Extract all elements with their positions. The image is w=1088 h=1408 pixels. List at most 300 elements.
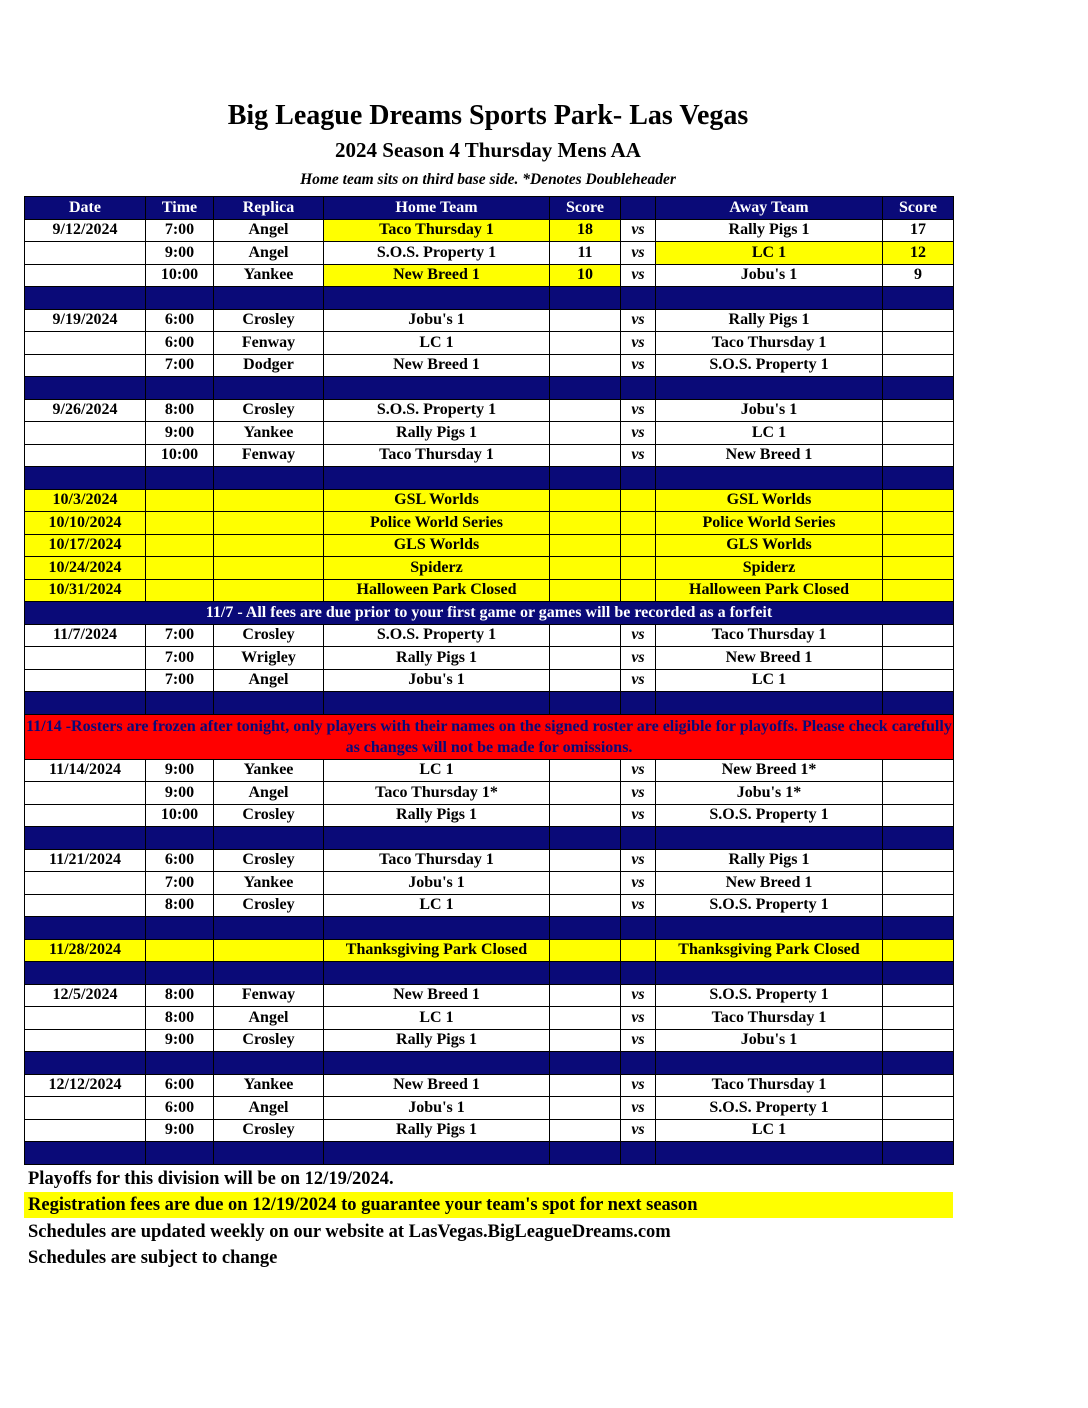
game-row — [25, 804, 954, 827]
home-score — [550, 354, 621, 377]
game-row — [25, 399, 954, 422]
game-date: 11/21/2024 — [25, 849, 146, 872]
empty-cell — [550, 512, 621, 535]
vs-label: vs — [621, 219, 656, 242]
vs-label: vs — [621, 422, 656, 445]
away-score — [883, 759, 954, 782]
schedule-table — [24, 196, 954, 1165]
away-team: Rally Pigs 1 — [656, 219, 883, 242]
vs-label: vs — [621, 1074, 656, 1097]
home-score — [550, 804, 621, 827]
closure-date: 10/3/2024 — [25, 489, 146, 512]
home-score — [550, 1007, 621, 1030]
separator-cell — [324, 827, 550, 850]
empty-cell — [146, 557, 214, 580]
home-team: Jobu's 1 — [324, 309, 550, 332]
separator-cell — [621, 692, 656, 715]
empty-cell — [146, 939, 214, 962]
vs-label: vs — [621, 624, 656, 647]
game-field: Fenway — [214, 444, 324, 467]
separator-row — [25, 1142, 954, 1165]
home-score — [550, 309, 621, 332]
game-date — [25, 1029, 146, 1052]
header-date: Date — [25, 197, 146, 220]
away-score: 12 — [883, 242, 954, 265]
header-replica: Replica — [214, 197, 324, 220]
vs-label: vs — [621, 759, 656, 782]
game-date: 9/26/2024 — [25, 399, 146, 422]
separator-cell — [146, 917, 214, 940]
closure-row — [25, 489, 954, 512]
separator-cell — [883, 962, 954, 985]
header-away-team: Away Team — [656, 197, 883, 220]
subject-note: Schedules are subject to change — [28, 1248, 278, 1268]
separator-cell — [656, 692, 883, 715]
away-team: S.O.S. Property 1 — [656, 804, 883, 827]
separator-cell — [550, 692, 621, 715]
vs-label: vs — [621, 647, 656, 670]
home-team: S.O.S. Property 1 — [324, 242, 550, 265]
away-team: Jobu's 1 — [656, 399, 883, 422]
empty-cell — [621, 579, 656, 602]
away-score — [883, 669, 954, 692]
away-score — [883, 804, 954, 827]
game-field: Angel — [214, 242, 324, 265]
separator-cell — [621, 962, 656, 985]
game-field: Crosley — [214, 309, 324, 332]
away-team: New Breed 1 — [656, 444, 883, 467]
empty-cell — [883, 534, 954, 557]
home-score — [550, 759, 621, 782]
empty-cell — [146, 512, 214, 535]
away-team: Rally Pigs 1 — [656, 849, 883, 872]
game-time: 9:00 — [146, 1119, 214, 1142]
game-row — [25, 264, 954, 287]
empty-cell — [883, 512, 954, 535]
away-team: Jobu's 1* — [656, 782, 883, 805]
closure-away-label: Thanksgiving Park Closed — [656, 939, 883, 962]
game-row — [25, 1074, 954, 1097]
game-field: Angel — [214, 669, 324, 692]
game-date — [25, 647, 146, 670]
separator-cell — [25, 287, 146, 310]
separator-cell — [214, 962, 324, 985]
separator-cell — [214, 827, 324, 850]
separator-cell — [883, 287, 954, 310]
separator-cell — [883, 1052, 954, 1075]
separator-cell — [146, 1052, 214, 1075]
home-score — [550, 422, 621, 445]
closure-away-label: Halloween Park Closed — [656, 579, 883, 602]
game-row — [25, 1029, 954, 1052]
away-score — [883, 894, 954, 917]
empty-cell — [550, 557, 621, 580]
home-team: Rally Pigs 1 — [324, 422, 550, 445]
closure-row — [25, 557, 954, 580]
header-home-team: Home Team — [324, 197, 550, 220]
separator-cell — [656, 917, 883, 940]
vs-label: vs — [621, 669, 656, 692]
separator-cell — [25, 377, 146, 400]
closure-away-label: GLS Worlds — [656, 534, 883, 557]
home-team: Rally Pigs 1 — [324, 647, 550, 670]
home-team: Taco Thursday 1* — [324, 782, 550, 805]
game-date — [25, 444, 146, 467]
game-row — [25, 1007, 954, 1030]
closure-away-label: Spiderz — [656, 557, 883, 580]
away-score — [883, 872, 954, 895]
header-vs — [621, 197, 656, 220]
game-time: 9:00 — [146, 422, 214, 445]
away-team: LC 1 — [656, 242, 883, 265]
closure-date: 10/10/2024 — [25, 512, 146, 535]
away-team: S.O.S. Property 1 — [656, 354, 883, 377]
game-row — [25, 669, 954, 692]
away-team: LC 1 — [656, 669, 883, 692]
away-score — [883, 1119, 954, 1142]
separator-cell — [550, 1052, 621, 1075]
home-score: 18 — [550, 219, 621, 242]
away-team: Rally Pigs 1 — [656, 309, 883, 332]
empty-cell — [214, 557, 324, 580]
away-score — [883, 422, 954, 445]
separator-cell — [883, 467, 954, 490]
vs-label: vs — [621, 1119, 656, 1142]
game-date — [25, 782, 146, 805]
home-score: 10 — [550, 264, 621, 287]
game-time: 9:00 — [146, 782, 214, 805]
home-score — [550, 1074, 621, 1097]
separator-cell — [324, 917, 550, 940]
game-time: 6:00 — [146, 1097, 214, 1120]
game-row — [25, 1119, 954, 1142]
game-time: 7:00 — [146, 624, 214, 647]
home-team: Taco Thursday 1 — [324, 849, 550, 872]
home-score — [550, 332, 621, 355]
vs-label: vs — [621, 872, 656, 895]
game-time: 8:00 — [146, 399, 214, 422]
home-team: Taco Thursday 1 — [324, 219, 550, 242]
separator-row — [25, 692, 954, 715]
game-date: 9/19/2024 — [25, 309, 146, 332]
separator-cell — [324, 1142, 550, 1165]
game-time: 9:00 — [146, 242, 214, 265]
vs-label: vs — [621, 782, 656, 805]
empty-cell — [621, 512, 656, 535]
game-time: 9:00 — [146, 1029, 214, 1052]
game-time: 6:00 — [146, 309, 214, 332]
game-row — [25, 1097, 954, 1120]
header-home-score: Score — [550, 197, 621, 220]
game-field: Crosley — [214, 894, 324, 917]
home-team: S.O.S. Property 1 — [324, 399, 550, 422]
away-team: S.O.S. Property 1 — [656, 984, 883, 1007]
separator-cell — [214, 287, 324, 310]
game-row — [25, 444, 954, 467]
separator-cell — [25, 467, 146, 490]
game-date — [25, 264, 146, 287]
empty-cell — [883, 579, 954, 602]
separator-cell — [25, 1142, 146, 1165]
separator-cell — [214, 377, 324, 400]
home-score — [550, 444, 621, 467]
separator-cell — [146, 377, 214, 400]
home-score — [550, 647, 621, 670]
empty-cell — [550, 579, 621, 602]
empty-cell — [214, 534, 324, 557]
game-time: 7:00 — [146, 354, 214, 377]
game-field: Angel — [214, 219, 324, 242]
header-away-score: Score — [883, 197, 954, 220]
vs-label: vs — [621, 804, 656, 827]
game-field: Wrigley — [214, 647, 324, 670]
closure-away-label: Police World Series — [656, 512, 883, 535]
closure-row — [25, 939, 954, 962]
home-score — [550, 872, 621, 895]
page-title: Big League Dreams Sports Park- Las Vegas — [227, 100, 749, 131]
game-row — [25, 242, 954, 265]
separator-cell — [656, 467, 883, 490]
website-note: Schedules are updated weekly on our website at LasVegas.BigLeagueDreams.com — [28, 1222, 671, 1242]
empty-cell — [621, 939, 656, 962]
game-date — [25, 872, 146, 895]
empty-cell — [883, 557, 954, 580]
separator-cell — [214, 467, 324, 490]
separator-cell — [550, 1142, 621, 1165]
empty-cell — [146, 534, 214, 557]
home-team: New Breed 1 — [324, 1074, 550, 1097]
game-time: 6:00 — [146, 849, 214, 872]
separator-cell — [146, 1142, 214, 1165]
closure-row — [25, 579, 954, 602]
away-score — [883, 1097, 954, 1120]
separator-cell — [324, 467, 550, 490]
game-field: Crosley — [214, 804, 324, 827]
fees-notice: 11/7 - All fees are due prior to your first game or games will be recorded as a forfeit — [25, 602, 954, 625]
game-row — [25, 984, 954, 1007]
separator-cell — [324, 1052, 550, 1075]
page-subtitle: 2024 Season 4 Thursday Mens AA — [335, 138, 641, 162]
away-team: New Breed 1 — [656, 872, 883, 895]
separator-cell — [25, 962, 146, 985]
closure-date: 10/31/2024 — [25, 579, 146, 602]
vs-label: vs — [621, 332, 656, 355]
closure-row — [25, 512, 954, 535]
empty-cell — [621, 534, 656, 557]
vs-label: vs — [621, 264, 656, 287]
separator-cell — [550, 377, 621, 400]
separator-row — [25, 827, 954, 850]
game-field: Crosley — [214, 399, 324, 422]
separator-cell — [883, 827, 954, 850]
away-score — [883, 332, 954, 355]
away-team: New Breed 1 — [656, 647, 883, 670]
separator-cell — [621, 377, 656, 400]
game-field: Fenway — [214, 332, 324, 355]
away-team: New Breed 1* — [656, 759, 883, 782]
separator-cell — [621, 1052, 656, 1075]
separator-cell — [214, 917, 324, 940]
home-score — [550, 624, 621, 647]
game-field: Yankee — [214, 1074, 324, 1097]
game-row — [25, 309, 954, 332]
home-team: New Breed 1 — [324, 354, 550, 377]
away-score — [883, 647, 954, 670]
game-date — [25, 1007, 146, 1030]
separator-cell — [550, 287, 621, 310]
game-date — [25, 332, 146, 355]
separator-cell — [146, 467, 214, 490]
game-row — [25, 332, 954, 355]
playoffs-note: Playoffs for this division will be on 12/19/2024. — [28, 1169, 394, 1189]
empty-cell — [214, 579, 324, 602]
away-score — [883, 444, 954, 467]
separator-cell — [550, 962, 621, 985]
empty-cell — [621, 557, 656, 580]
home-score — [550, 894, 621, 917]
home-score — [550, 984, 621, 1007]
empty-cell — [146, 489, 214, 512]
away-team: Jobu's 1 — [656, 264, 883, 287]
game-time: 7:00 — [146, 872, 214, 895]
game-time: 7:00 — [146, 219, 214, 242]
closure-date: 10/17/2024 — [25, 534, 146, 557]
game-time: 9:00 — [146, 759, 214, 782]
game-field: Angel — [214, 1097, 324, 1120]
closure-date: 11/28/2024 — [25, 939, 146, 962]
home-team: New Breed 1 — [324, 984, 550, 1007]
game-row — [25, 354, 954, 377]
away-team: Taco Thursday 1 — [656, 1007, 883, 1030]
vs-label: vs — [621, 354, 656, 377]
game-row — [25, 219, 954, 242]
away-team: LC 1 — [656, 1119, 883, 1142]
game-time: 6:00 — [146, 332, 214, 355]
vs-label: vs — [621, 894, 656, 917]
away-team: Taco Thursday 1 — [656, 624, 883, 647]
closure-date: 10/24/2024 — [25, 557, 146, 580]
game-field: Yankee — [214, 872, 324, 895]
game-field: Crosley — [214, 1029, 324, 1052]
separator-cell — [883, 692, 954, 715]
game-field: Crosley — [214, 624, 324, 647]
roster-notice: 11/14 -Rosters are frozen after tonight, only players with their names on the signed roster are eligible for playoffs. Please check carefully as changes will not be made for omissions. — [25, 714, 954, 759]
vs-label: vs — [621, 399, 656, 422]
separator-cell — [214, 1052, 324, 1075]
header-row — [25, 197, 954, 220]
game-time: 7:00 — [146, 647, 214, 670]
header-time: Time — [146, 197, 214, 220]
separator-cell — [883, 917, 954, 940]
separator-row — [25, 377, 954, 400]
game-date — [25, 354, 146, 377]
separator-cell — [656, 377, 883, 400]
home-team: LC 1 — [324, 894, 550, 917]
away-team: LC 1 — [656, 422, 883, 445]
closure-away-label: GSL Worlds — [656, 489, 883, 512]
away-score — [883, 399, 954, 422]
empty-cell — [883, 939, 954, 962]
home-score — [550, 849, 621, 872]
home-team: Rally Pigs 1 — [324, 804, 550, 827]
closure-home-label: GLS Worlds — [324, 534, 550, 557]
separator-cell — [324, 962, 550, 985]
closure-home-label: Halloween Park Closed — [324, 579, 550, 602]
separator-cell — [656, 962, 883, 985]
home-team: Jobu's 1 — [324, 872, 550, 895]
away-team: Jobu's 1 — [656, 1029, 883, 1052]
game-field: Yankee — [214, 422, 324, 445]
game-row — [25, 849, 954, 872]
away-team: S.O.S. Property 1 — [656, 1097, 883, 1120]
game-field: Fenway — [214, 984, 324, 1007]
game-row — [25, 894, 954, 917]
separator-cell — [656, 1142, 883, 1165]
empty-cell — [214, 939, 324, 962]
separator-cell — [883, 1142, 954, 1165]
empty-cell — [146, 579, 214, 602]
home-team: LC 1 — [324, 759, 550, 782]
away-score — [883, 984, 954, 1007]
separator-row — [25, 917, 954, 940]
registration-note: Registration fees are due on 12/19/2024 to guarantee your team's spot for next season — [24, 1192, 953, 1218]
empty-cell — [214, 489, 324, 512]
home-team: Taco Thursday 1 — [324, 444, 550, 467]
game-time: 6:00 — [146, 1074, 214, 1097]
home-team: Jobu's 1 — [324, 1097, 550, 1120]
vs-label: vs — [621, 984, 656, 1007]
closure-home-label: Police World Series — [324, 512, 550, 535]
vs-label: vs — [621, 849, 656, 872]
roster-notice-row — [25, 714, 954, 759]
schedule-body — [25, 197, 954, 1165]
fees-notice-row — [25, 602, 954, 625]
vs-label: vs — [621, 1007, 656, 1030]
separator-row — [25, 962, 954, 985]
game-time: 10:00 — [146, 264, 214, 287]
game-date — [25, 422, 146, 445]
separator-cell — [214, 1142, 324, 1165]
separator-cell — [656, 287, 883, 310]
game-date — [25, 1119, 146, 1142]
separator-cell — [550, 827, 621, 850]
game-field: Crosley — [214, 849, 324, 872]
game-field: Angel — [214, 1007, 324, 1030]
vs-label: vs — [621, 1029, 656, 1052]
game-field: Yankee — [214, 759, 324, 782]
home-team: S.O.S. Property 1 — [324, 624, 550, 647]
separator-cell — [656, 827, 883, 850]
empty-cell — [883, 489, 954, 512]
separator-row — [25, 1052, 954, 1075]
separator-cell — [621, 467, 656, 490]
home-score: 11 — [550, 242, 621, 265]
separator-cell — [146, 287, 214, 310]
separator-cell — [146, 827, 214, 850]
home-team: Rally Pigs 1 — [324, 1119, 550, 1142]
game-time: 8:00 — [146, 894, 214, 917]
home-team: Jobu's 1 — [324, 669, 550, 692]
separator-cell — [25, 692, 146, 715]
home-score — [550, 1097, 621, 1120]
empty-cell — [550, 489, 621, 512]
game-date: 12/12/2024 — [25, 1074, 146, 1097]
schedule-note: Home team sits on third base side. *Denotes Doubleheader — [300, 171, 676, 188]
home-score — [550, 782, 621, 805]
away-score: 17 — [883, 219, 954, 242]
separator-cell — [25, 917, 146, 940]
game-field: Dodger — [214, 354, 324, 377]
